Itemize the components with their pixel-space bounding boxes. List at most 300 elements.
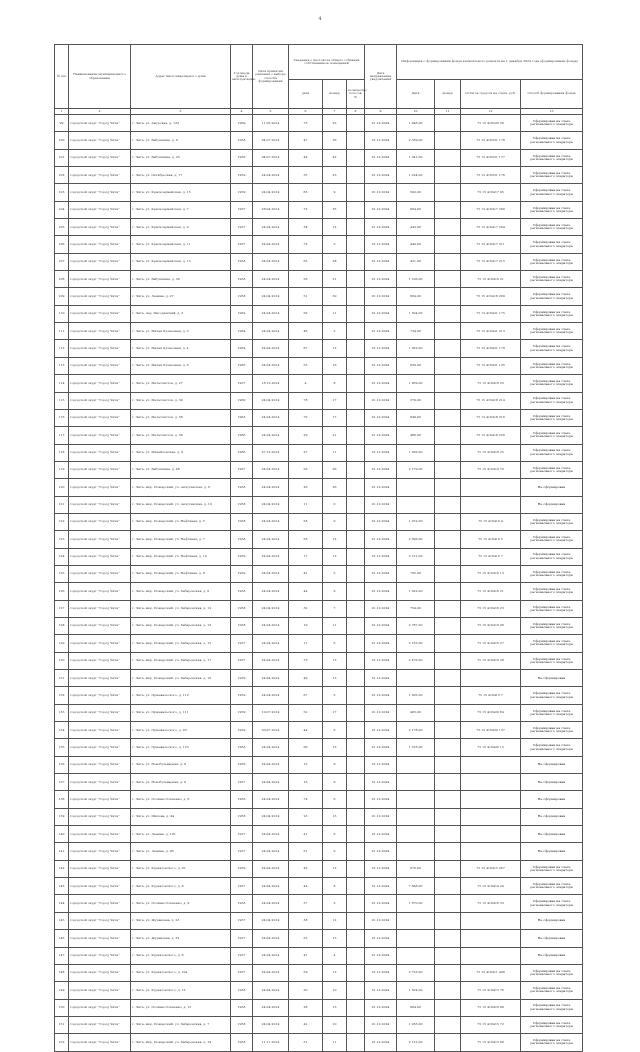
reg-number-cell: [435, 843, 461, 860]
row-number-cell: 108: [55, 271, 69, 288]
fund-status-cell: Сформирован на счете регионального оператора: [521, 236, 583, 253]
row-number-cell: 146: [55, 930, 69, 947]
decision-date-cell: 24.04.2014: [253, 340, 289, 357]
account-amount-cell: 1 263,00: [397, 1016, 435, 1033]
protocol-date-cell: [347, 184, 365, 201]
column-number-cell: 6: [289, 109, 323, 115]
account-amount-cell: [397, 843, 435, 860]
decision-date-cell: 24.04.2014: [253, 219, 289, 236]
protocol-date-cell: [347, 687, 365, 704]
fund-status-cell: Сформирован на счете регионального оператора: [521, 583, 583, 600]
row-number-cell: 103: [55, 184, 69, 201]
protocol-votes-cell: 16: [323, 357, 347, 374]
protocol-number-cell: 32: [289, 600, 323, 617]
table-row: [55, 964, 583, 981]
protocol-number-cell: 17: [289, 548, 323, 565]
decision-date-cell: 24.04.2014: [253, 392, 289, 409]
notification-date-cell: 01.12.2024: [365, 392, 397, 409]
fund-status-cell: Сформирован на счете регионального оператора: [521, 687, 583, 704]
address-cell: г. Чита, ул. Ленина, д. 105: [131, 826, 231, 843]
notification-date-cell: 01.12.2024: [365, 670, 397, 687]
protocol-votes-cell: 0: [323, 513, 347, 530]
account-number-cell: 75 15 416417 95: [461, 184, 521, 201]
protocol-date-cell: [347, 444, 365, 461]
protocol-date-cell: [347, 236, 365, 253]
reg-number-cell: [435, 375, 461, 392]
municipality-cell: городской округ "Город Чита": [69, 860, 131, 877]
address-cell: г. Чита, ул. Красноармейская, д. 9: [131, 219, 231, 236]
address-cell: г. Чита, ул. Малая Кузнечная, д. 4: [131, 340, 231, 357]
fund-status-cell: Не сформирован: [521, 791, 583, 808]
column-number-cell: 12: [461, 109, 521, 115]
account-amount-cell: [397, 826, 435, 843]
account-number-cell: 75 15 416416 68: [461, 999, 521, 1016]
protocol-votes-cell: 3: [323, 895, 347, 912]
fund-status-cell: Сформирован на счете регионального оператора: [521, 167, 583, 184]
protocol-date-cell: [347, 583, 365, 600]
reg-number-cell: [435, 357, 461, 374]
account-number-cell: 75 15 416416 21: [461, 583, 521, 600]
account-number-cell: 75 15 416413 7: [461, 687, 521, 704]
reg-number-cell: [435, 860, 461, 877]
protocol-date-cell: [347, 219, 365, 236]
reg-number-cell: [435, 288, 461, 305]
decision-date-cell: 24.04.2014: [253, 409, 289, 426]
account-amount-cell: 592,00: [397, 184, 435, 201]
notification-date-cell: 01.12.2024: [365, 739, 397, 756]
protocol-votes-cell: 15: [323, 930, 347, 947]
row-number-cell: 129: [55, 635, 69, 652]
decision-date-cell: 24.04.2014: [253, 670, 289, 687]
account-number-cell: 75 15 416416 13: [461, 565, 521, 582]
notification-date-cell: 01.12.2024: [365, 288, 397, 305]
decision-date-cell: 24.04.2014: [253, 843, 289, 860]
reg-number-cell: [435, 722, 461, 739]
reg-number-cell: [435, 513, 461, 530]
protocol-number-cell: 78: [289, 392, 323, 409]
address-cell: г. Чита, ул. Красноармейская, д. 7: [131, 201, 231, 218]
protocol-votes-cell: 12: [323, 340, 347, 357]
build-year-cell: 1957: [231, 201, 253, 218]
reg-number-cell: [435, 565, 461, 582]
address-cell: г. Чита, ул. Пржевальского, д. 111: [131, 704, 231, 721]
protocol-number-cell: 44: [289, 583, 323, 600]
build-year-cell: 1958: [231, 479, 253, 496]
reg-number-cell: [435, 115, 461, 132]
address-cell: г. Чита, мкр. Пожарский, ул. Нефтяная, д. 10: [131, 548, 231, 565]
protocol-votes-cell: 26: [323, 461, 347, 478]
address-cell: г. Чита, ул. Пржевальского, д. 112: [131, 687, 231, 704]
table-row: [55, 219, 583, 236]
account-amount-cell: 1 670,00: [397, 895, 435, 912]
decision-date-cell: 04.07.2014: [253, 132, 289, 149]
protocol-number-cell: 27: [289, 444, 323, 461]
municipality-cell: городской округ "Город Чита": [69, 288, 131, 305]
page-number: 4: [318, 16, 322, 22]
table-row: [55, 930, 583, 947]
header-reg-number: номер: [435, 80, 461, 109]
decision-date-cell: 24.04.2014: [253, 826, 289, 843]
table-row: [55, 201, 583, 218]
account-number-cell: 75 15 416421 213: [461, 323, 521, 340]
protocol-number-cell: 59: [289, 964, 323, 981]
account-amount-cell: 405,00: [397, 704, 435, 721]
address-cell: г. Чита, мкр. Пожарский, ул. Хабаровская, д. 12: [131, 600, 231, 617]
account-number-cell: [461, 843, 521, 860]
table-row: [55, 1034, 583, 1051]
protocol-date-cell: [347, 791, 365, 808]
table-row: [55, 739, 583, 756]
fund-status-cell: Сформирован на счете регионального оператора: [521, 652, 583, 669]
build-year-cell: 1958: [231, 253, 253, 270]
municipality-cell: городской округ "Город Чита": [69, 357, 131, 374]
build-year-cell: 1958: [231, 600, 253, 617]
decision-date-cell: 04.07.2014: [253, 149, 289, 166]
municipality-cell: городской округ "Город Чита": [69, 999, 131, 1016]
decision-date-cell: 24.04.2014: [253, 288, 289, 305]
address-cell: г. Чита, ул. Малая Кузнечная, д. 6: [131, 357, 231, 374]
account-amount-cell: 443,00: [397, 219, 435, 236]
account-amount-cell: 2 339,00: [397, 132, 435, 149]
fund-status-cell: Не сформирован: [521, 670, 583, 687]
build-year-cell: 1957: [231, 964, 253, 981]
fund-status-cell: Сформирован на счете регионального оператора: [521, 444, 583, 461]
protocol-date-cell: [347, 1034, 365, 1051]
address-cell: г. Чита, ул. Курнатовского, д. 10а: [131, 964, 231, 981]
account-amount-cell: 379,00: [397, 392, 435, 409]
decision-date-cell: 24.04.2014: [253, 878, 289, 895]
table-row: [55, 999, 583, 1016]
account-number-cell: 75 15 416415 72: [461, 1016, 521, 1033]
table-row: [55, 982, 583, 999]
protocol-number-cell: 4: [289, 375, 323, 392]
build-year-cell: 1958: [231, 288, 253, 305]
municipality-cell: городской округ "Город Чита": [69, 878, 131, 895]
protocol-number-cell: 52: [289, 704, 323, 721]
account-number-cell: 75 15 416416 23: [461, 600, 521, 617]
row-number-cell: 144: [55, 895, 69, 912]
municipality-cell: городской округ "Город Чита": [69, 305, 131, 322]
account-number-cell: [461, 808, 521, 825]
decision-date-cell: 24.04.2014: [253, 305, 289, 322]
account-amount-cell: 1 036,00: [397, 444, 435, 461]
protocol-votes-cell: 12: [323, 531, 347, 548]
header-account-amount: Остаток средств на счете, руб.: [461, 80, 521, 109]
account-amount-cell: 639,00: [397, 357, 435, 374]
notification-date-cell: 01.12.2024: [365, 201, 397, 218]
notification-date-cell: 01.12.2024: [365, 548, 397, 565]
notification-date-cell: 01.12.2024: [365, 860, 397, 877]
build-year-cell: 1958: [231, 132, 253, 149]
address-cell: г. Чита, ул. Полины Осипенко, д. 15: [131, 999, 231, 1016]
notification-date-cell: 01.12.2024: [365, 756, 397, 773]
account-number-cell: 75 15 416416 7: [461, 548, 521, 565]
protocol-number-cell: 58: [289, 531, 323, 548]
reg-number-cell: [435, 531, 461, 548]
protocol-number-cell: 38: [289, 912, 323, 929]
municipality-cell: городской округ "Город Чита": [69, 635, 131, 652]
build-year-cell: 1957: [231, 461, 253, 478]
account-amount-cell: [397, 930, 435, 947]
municipality-cell: городской округ "Город Чита": [69, 964, 131, 981]
decision-date-cell: 24.04.2014: [253, 253, 289, 270]
municipality-cell: городской округ "Город Чита": [69, 1034, 131, 1051]
table-row: [55, 860, 583, 877]
address-cell: г. Чита, мкр. Пожарский, ул. Анчугинская, д. 10: [131, 496, 231, 513]
reg-number-cell: [435, 271, 461, 288]
municipality-cell: городской округ "Город Чита": [69, 236, 131, 253]
protocol-number-cell: 55: [289, 357, 323, 374]
decision-date-cell: 18.12.2014: [253, 375, 289, 392]
fund-status-cell: Не сформирован: [521, 496, 583, 513]
municipality-cell: городской округ "Город Чита": [69, 115, 131, 132]
account-amount-cell: [397, 756, 435, 773]
account-amount-cell: 1 341,00: [397, 149, 435, 166]
build-year-cell: 1957: [231, 930, 253, 947]
protocol-number-cell: 76: [289, 409, 323, 426]
fund-status-cell: Сформирован на счете регионального оператора: [521, 392, 583, 409]
protocol-votes-cell: 10: [323, 1016, 347, 1033]
account-amount-cell: 734,00: [397, 323, 435, 340]
address-cell: г. Чита, мкр. Пожарский, ул. Анчугинская, д. 6: [131, 479, 231, 496]
account-number-cell: 75 15 416414 24: [461, 878, 521, 895]
protocol-votes-cell: 13: [323, 739, 347, 756]
protocol-votes-cell: 36: [323, 132, 347, 149]
decision-date-cell: 27.12.2014: [253, 444, 289, 461]
build-year-cell: 1957: [231, 635, 253, 652]
table-row: [55, 878, 583, 895]
protocol-votes-cell: 11: [323, 617, 347, 634]
notification-date-cell: 01.12.2024: [365, 722, 397, 739]
notification-date-cell: 01.12.2024: [365, 236, 397, 253]
reg-number-cell: [435, 167, 461, 184]
notification-date-cell: 01.12.2024: [365, 184, 397, 201]
table-row: [55, 1016, 583, 1033]
municipality-cell: городской округ "Город Чита": [69, 930, 131, 947]
reg-number-cell: [435, 600, 461, 617]
header-no: № п/п: [55, 45, 69, 109]
fund-status-cell: Не сформирован: [521, 843, 583, 860]
row-number-cell: 104: [55, 201, 69, 218]
notification-date-cell: 01.12.2024: [365, 600, 397, 617]
build-year-cell: 1959: [231, 184, 253, 201]
protocol-date-cell: [347, 722, 365, 739]
protocol-votes-cell: 5: [323, 687, 347, 704]
account-amount-cell: 1 504,00: [397, 305, 435, 322]
table-row: [55, 236, 583, 253]
header-decision-date: Дата принятия решения о выборе способа формирования: [253, 45, 289, 109]
protocol-date-cell: [347, 860, 365, 877]
protocol-date-cell: [347, 652, 365, 669]
build-year-cell: 1964: [231, 323, 253, 340]
protocol-votes-cell: 21: [323, 271, 347, 288]
decision-date-cell: 24.04.2014: [253, 548, 289, 565]
column-number-cell: 5: [253, 109, 289, 115]
address-cell: г. Чита, мкр. Пожарский, ул. Хабаровская, д. 17: [131, 652, 231, 669]
fund-status-cell: Сформирован на счете регионального оператора: [521, 253, 583, 270]
fund-status-cell: Сформирован на счете регионального оператора: [521, 722, 583, 739]
reg-number-cell: [435, 756, 461, 773]
protocol-date-cell: [347, 132, 365, 149]
table-row: [55, 427, 583, 444]
row-number-cell: 134: [55, 722, 69, 739]
build-year-cell: 1958: [231, 271, 253, 288]
protocol-votes-cell: 12: [323, 912, 347, 929]
notification-date-cell: 01.12.2024: [365, 496, 397, 513]
table-row: [55, 548, 583, 565]
protocol-date-cell: [347, 635, 365, 652]
table-row: [55, 444, 583, 461]
protocol-number-cell: 58: [289, 513, 323, 530]
decision-date-cell: 24.04.2014: [253, 756, 289, 773]
row-number-cell: 119: [55, 461, 69, 478]
fund-status-cell: Сформирован на счете регионального оператора: [521, 964, 583, 981]
account-number-cell: 75 15 416418 216: [461, 409, 521, 426]
notification-date-cell: 01.12.2024: [365, 583, 397, 600]
column-number-cell: 13: [521, 109, 583, 115]
build-year-cell: 1957: [231, 375, 253, 392]
municipality-cell: городской округ "Город Чита": [69, 323, 131, 340]
decision-date-cell: 24.04.2014: [253, 427, 289, 444]
reg-number-cell: [435, 496, 461, 513]
reg-number-cell: [435, 392, 461, 409]
protocol-votes-cell: 21: [323, 427, 347, 444]
header-build-year: Год ввода дома в эксплуатацию: [231, 45, 253, 109]
row-number-cell: 132: [55, 687, 69, 704]
build-year-cell: 1962: [231, 305, 253, 322]
fund-status-cell: Не сформирован: [521, 774, 583, 791]
account-amount-cell: 1 959,00: [397, 375, 435, 392]
table-row: [55, 947, 583, 964]
build-year-cell: 1964: [231, 340, 253, 357]
decision-date-cell: 24.04.2014: [253, 167, 289, 184]
account-number-cell: 75 15 416416 4: [461, 513, 521, 530]
protocol-votes-cell: 8: [323, 375, 347, 392]
address-cell: г. Чита, ул. Шилова, д. 44: [131, 808, 231, 825]
register-body: [55, 115, 583, 1052]
table-row: [55, 184, 583, 201]
notification-date-cell: 01.12.2024: [365, 340, 397, 357]
municipality-cell: городской округ "Город Чита": [69, 392, 131, 409]
protocol-date-cell: [347, 808, 365, 825]
notification-date-cell: 01.12.2024: [365, 635, 397, 652]
protocol-number-cell: 11: [289, 496, 323, 513]
row-number-cell: 112: [55, 340, 69, 357]
protocol-date-cell: [347, 999, 365, 1016]
account-number-cell: 75 15 416521 177: [461, 149, 521, 166]
notification-date-cell: 01.12.2024: [365, 149, 397, 166]
protocol-number-cell: 67: [289, 687, 323, 704]
protocol-votes-cell: 13: [323, 548, 347, 565]
municipality-cell: городской округ "Город Чита": [69, 826, 131, 843]
protocol-date-cell: [347, 409, 365, 426]
fund-status-cell: Сформирован на счете регионального оператора: [521, 617, 583, 634]
fund-status-cell: Сформирован на счете регионального оператора: [521, 982, 583, 999]
notification-date-cell: 01.12.2024: [365, 444, 397, 461]
address-cell: г. Чита, ул. Амурская, д. 122: [131, 115, 231, 132]
address-cell: г. Чита, ул. Металлистов, д. 27: [131, 375, 231, 392]
notification-date-cell: 01.12.2024: [365, 132, 397, 149]
municipality-cell: городской округ "Город Чита": [69, 843, 131, 860]
account-amount-cell: 876,00: [397, 860, 435, 877]
housing-register-table: [54, 44, 583, 1052]
decision-date-cell: 24.04.2014: [253, 236, 289, 253]
account-amount-cell: [397, 670, 435, 687]
row-number-cell: 107: [55, 253, 69, 270]
protocol-date-cell: [347, 149, 365, 166]
address-cell: г. Чита, ул. Металлистов, д. 38: [131, 427, 231, 444]
municipality-cell: городской округ "Город Чита": [69, 704, 131, 721]
account-number-cell: 75 15 416416 27: [461, 635, 521, 652]
account-number-cell: 75 15 416416 33: [461, 895, 521, 912]
table-row: [55, 912, 583, 929]
protocol-votes-cell: 15: [323, 652, 347, 669]
row-number-cell: 127: [55, 600, 69, 617]
protocol-votes-cell: 9: [323, 843, 347, 860]
fund-status-cell: Сформирован на счете регионального оператора: [521, 635, 583, 652]
row-number-cell: 147: [55, 947, 69, 964]
account-amount-cell: 2 787,00: [397, 617, 435, 634]
table-row: [55, 271, 583, 288]
reg-number-cell: [435, 947, 461, 964]
protocol-votes-cell: 13: [323, 808, 347, 825]
protocol-votes-cell: 9: [323, 583, 347, 600]
account-number-cell: [461, 479, 521, 496]
reg-number-cell: [435, 964, 461, 981]
municipality-cell: городской округ "Город Чита": [69, 652, 131, 669]
account-amount-cell: [397, 791, 435, 808]
header-protocol-date: дата: [289, 80, 323, 109]
account-amount-cell: 1 318,00: [397, 739, 435, 756]
municipality-cell: городской округ "Город Чита": [69, 444, 131, 461]
municipality-cell: городской округ "Город Чита": [69, 947, 131, 964]
reg-number-cell: [435, 617, 461, 634]
header-reg-date: Дата: [397, 80, 435, 109]
protocol-date-cell: [347, 513, 365, 530]
account-number-cell: [461, 947, 521, 964]
fund-status-cell: Не сформирован: [521, 947, 583, 964]
notification-date-cell: 01.12.2024: [365, 357, 397, 374]
build-year-cell: 1959: [231, 704, 253, 721]
account-number-cell: 75 15 416418 23: [461, 375, 521, 392]
account-amount-cell: 754,00: [397, 600, 435, 617]
address-cell: г. Чита, ул. Красноармейская, д. 15: [131, 184, 231, 201]
account-amount-cell: 1 504,00: [397, 982, 435, 999]
protocol-number-cell: 41: [289, 826, 323, 843]
account-amount-cell: 1 052,00: [397, 340, 435, 357]
protocol-date-cell: [347, 600, 365, 617]
protocol-number-cell: 35: [289, 167, 323, 184]
address-cell: г. Чита, ул. Бабушкина, д. 48: [131, 461, 231, 478]
account-number-cell: 75 15 416415 76: [461, 982, 521, 999]
table-row: [55, 583, 583, 600]
municipality-cell: городской округ "Город Чита": [69, 756, 131, 773]
protocol-date-cell: [347, 548, 365, 565]
municipality-cell: городской округ "Город Чита": [69, 167, 131, 184]
notification-date-cell: 01.12.2024: [365, 167, 397, 184]
table-row: [55, 826, 583, 843]
build-year-cell: 1957: [231, 947, 253, 964]
account-amount-cell: 849,00: [397, 409, 435, 426]
fund-status-cell: Сформирован на счете регионального оператора: [521, 739, 583, 756]
reg-number-cell: [435, 895, 461, 912]
row-number-cell: 111: [55, 323, 69, 340]
notification-date-cell: 01.12.2024: [365, 479, 397, 496]
protocol-votes-cell: 28: [323, 253, 347, 270]
decision-date-cell: 24.04.2014: [253, 461, 289, 478]
protocol-date-cell: [347, 375, 365, 392]
address-cell: г. Чита, мкр. Пожарский, ул. Хабаровская, д. 16: [131, 670, 231, 687]
